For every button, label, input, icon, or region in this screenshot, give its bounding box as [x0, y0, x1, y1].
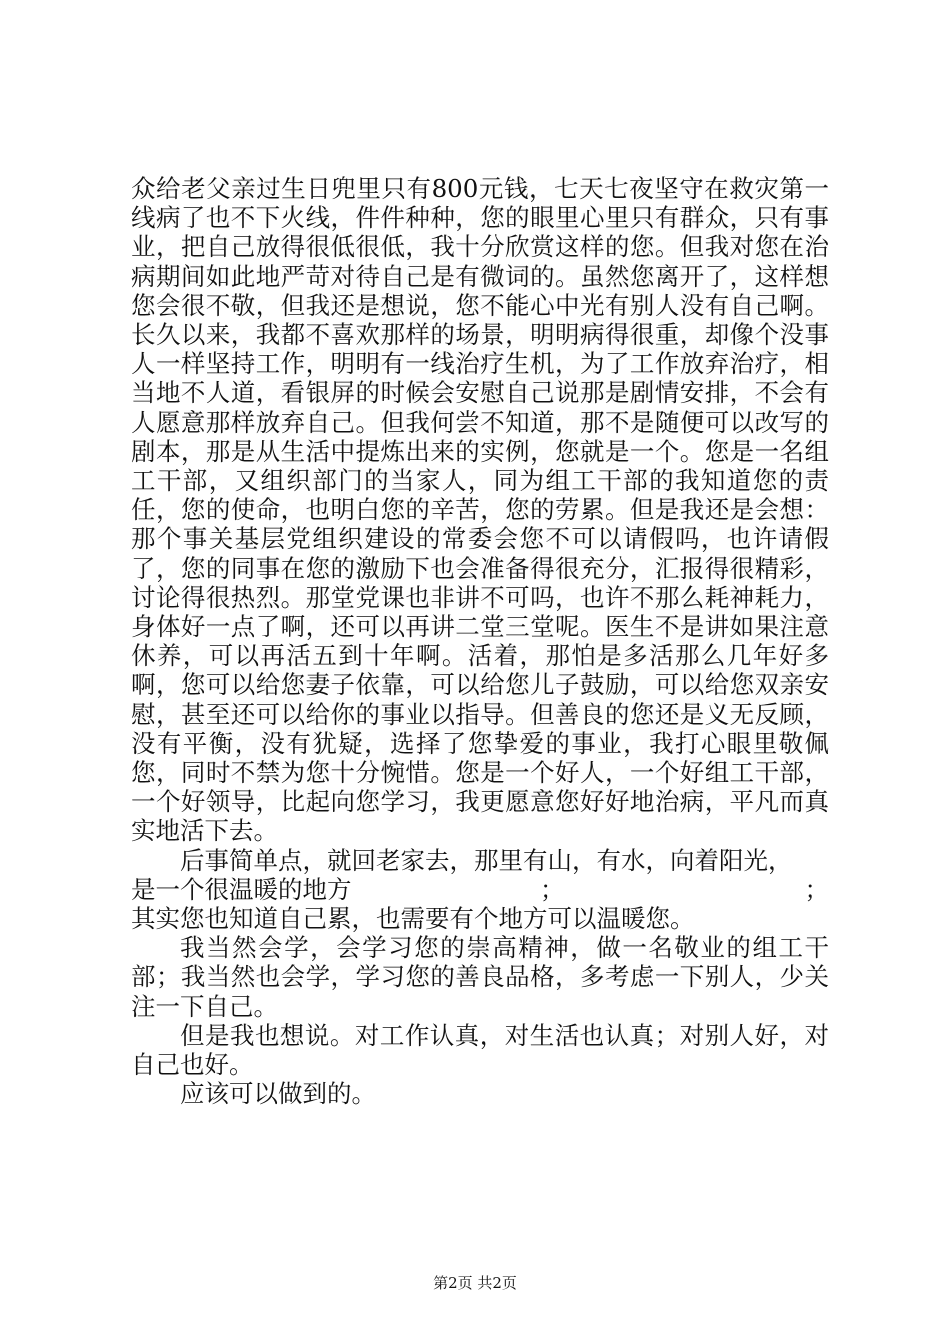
paragraph-2: [131, 846, 829, 934]
page-footer: 第2页 共2页: [433, 1274, 517, 1292]
paragraph-3: 我当然会学，会学习您的崇高精神，做一名敬业的组工干部；我当然也会学，学习您的善良品格，多考虑一下别人，少关注一下自己。: [131, 933, 829, 1021]
paragraph-2-line-3: 其实您也知道自己累，也需要有个地方可以温暖您。: [131, 904, 695, 934]
paragraph-2-semicolon-1: ；: [540, 874, 565, 904]
paragraph-1: 众给老父亲过生日兜里只有800元钱，七天七夜坚守在救灾第一线病了也不下火线，件件种种，您的眼里心里只有群众，只有事业，把自己放得很低很低，我十分欣赏这样的您。但我对您在治病期间如此地严苛对待自己是有微词的。虽然您离开了，这样想您会很不敬，但我还是想说，您不能心中光有别人没有自己啊。长久以来，我都不喜欢那样的场景，明明病得很重，却像个没事人一样坚持工作，明明有一线治疗生机，为了工作放弃治疗，相当地不人道，看银屏的时候会安慰自己说那是剧情安排，不会有人愿意那样放弃自己。但我何尝不知道，那不是随便可以改写的剧本，那是从生活中提炼出来的实例，您就是一个。您是一名组工干部，又组织部门的当家人，同为组工干部的我知道您的责任，您的使命，也明白您的辛苦，您的劳累。但是我还是会想：那个事关基层党组织建设的常委会您不可以请假吗，也许请假了，您的同事在您的激励下也会准备得很充分，汇报得很精彩，讨论得很热烈。那堂党课也非讲不可吗，也许不那么耗神耗力，身体好一点了啊，还可以再讲二堂三堂呢。医生不是讲如果注意休养，可以再活五到十年啊。活着，那怕是多活那么几年好多啊，您可以给您妻子依靠，可以给您儿子鼓励，可以给您双亲安慰，甚至还可以给你的事业以指导。但善良的您还是义无反顾，没有平衡，没有犹疑，选择了您挚爱的事业，我打心眼里敬佩您，同时不禁为您十分惋惜。您是一个好人，一个好组工干部，一个好领导，比起向您学习，我更愿意您好好地治病，平凡而真实地活下去。: [131, 174, 829, 846]
paragraph-5: 应该可以做到的。: [180, 1079, 376, 1109]
paragraph-2-line-1: 后事简单点，就回老家去，那里有山，有水，向着阳光，: [180, 845, 793, 875]
paragraph-2-line-2: [131, 875, 829, 904]
document-body: [131, 174, 829, 1109]
paragraph-2-line-2-text: 是一个很温暖的地方: [131, 874, 352, 904]
paragraph-4: 但是我也想说。对工作认真，对生活也认真；对别人好，对自己也好。: [131, 1020, 829, 1080]
paragraph-2-semicolon-2: ；: [804, 874, 829, 904]
